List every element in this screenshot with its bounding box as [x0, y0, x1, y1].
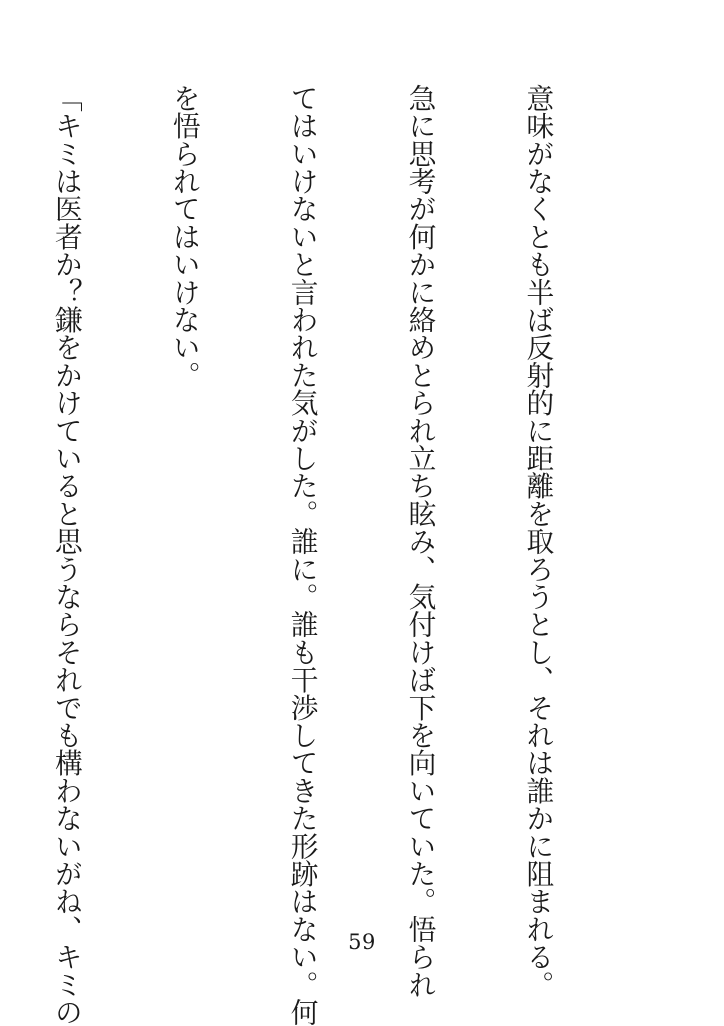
text-line: 「キミは医者か？鎌をかけていると思うならそれでも構わないがね、キミの [49, 84, 83, 1026]
text-line: を悟られてはいけない。 [167, 84, 201, 389]
text-line: 急に思考が何かに絡めとられ立ち眩み、気付けば下を向いていた。悟られ [403, 84, 437, 999]
page-number: 59 [348, 930, 376, 954]
text-line: てはいけないと言われた気がした。誰に。誰も干渉してきた形跡はない。何 [285, 84, 319, 1026]
text-line: 意味がなくとも半ば反射的に距離を取ろうとし、それは誰かに阻まれる。 [521, 84, 555, 999]
